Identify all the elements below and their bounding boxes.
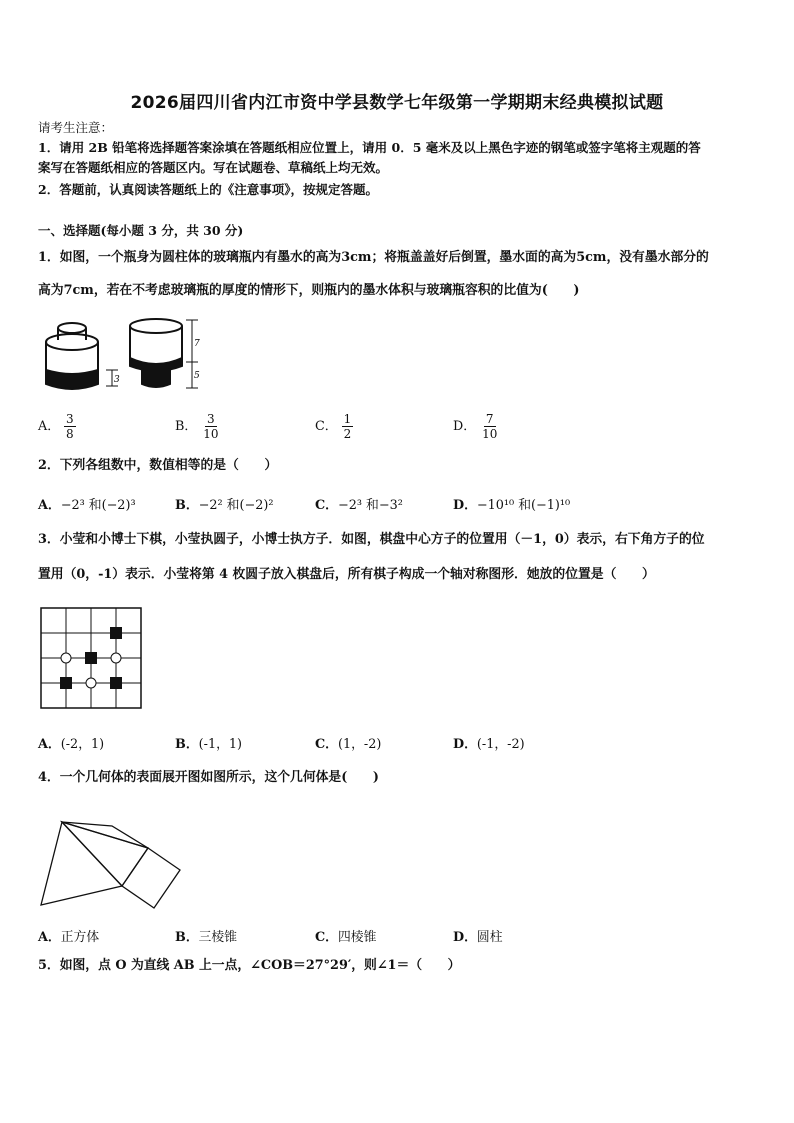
q1-option-c[interactable]	[315, 412, 353, 441]
q4-option-c[interactable]: C．四棱锥	[315, 930, 377, 945]
option-letter: A．	[38, 419, 61, 434]
option-letter: D．	[453, 419, 477, 434]
q1-option-b[interactable]	[175, 412, 220, 441]
q1-stem-line-1: 1．如图，一个瓶身为圆柱体的玻璃瓶内有墨水的高为3cm；将瓶盖盖好后倒置，墨水面的高为5cm，没有墨水部分的	[38, 250, 709, 265]
q4-option-d[interactable]: D．圆柱	[453, 930, 503, 945]
section-heading: 一、选择题(每小题 3 分，共 30 分)	[38, 223, 244, 238]
label-7: 7	[194, 339, 200, 349]
bottle-upright	[46, 323, 98, 389]
q2-option-b[interactable]: B．−2² 和(−2)²	[175, 498, 274, 513]
option-letter: C．	[315, 419, 338, 434]
option-letter: B．	[175, 419, 198, 434]
notice-heading: 请考生注意：	[38, 120, 114, 135]
fraction: $\frac{3}{8}$	[66, 412, 74, 441]
label-3: 3	[114, 375, 120, 385]
net-face-middle	[62, 822, 148, 886]
q3-stem-line-2: 置用（0，-1）表示．小莹将第 4 枚圆子放入棋盘后，所有棋子构成一个轴对称图形．她放的位置是（ ）	[38, 567, 655, 582]
q2-option-a[interactable]: A．−2³ 和(−2)³	[38, 498, 136, 513]
square-piece	[85, 652, 97, 664]
q3-option-c[interactable]: C．(1，-2)	[315, 737, 382, 752]
page-title: 2026届四川省内江市资中学县数学七年级第一学期期末经典模拟试题	[130, 93, 664, 113]
q3-chessboard-figure	[40, 607, 143, 709]
q4-option-b[interactable]: B．三棱锥	[175, 930, 238, 945]
round-piece	[86, 678, 96, 688]
notice-item-1-line-1: 1．请用 2B 铅笔将选择题答案涂填在答题纸相应位置上，请用 0．5 毫米及以上黑色字迹的钢笔或签字笔将主观题的答	[38, 140, 701, 155]
q1-stem-line-2: 高为7cm，若在不考虑玻璃瓶的厚度的情形下，则瓶内的墨水体积与玻璃瓶容积的比值为( )	[38, 283, 580, 298]
q1-option-a[interactable]	[38, 412, 76, 441]
q3-option-d[interactable]: D．(-1，-2)	[453, 737, 525, 752]
notice-item-2: 2．答题前，认真阅读答题纸上的《注意事项》，按规定答题。	[38, 182, 378, 197]
q1-bottle-figure	[40, 318, 205, 396]
square-piece	[60, 677, 72, 689]
square-piece	[110, 627, 122, 639]
fraction: $\frac{3}{10}$	[203, 412, 219, 441]
notice-item-1-line-2: 案写在答题纸相应的答题区内。写在试题卷、草稿纸上均无效。	[38, 160, 389, 175]
fraction: $\frac{1}{2}$	[343, 412, 352, 441]
q3-stem-line-1: 3．小莹和小博士下棋，小莹执圆子，小博士执方子．如图，棋盘中心方子的位置用（－1，0）表示，右下角方子的位	[38, 532, 705, 547]
q5-stem: 5．如图，点 O 为直线 AB 上一点，∠COB＝27°29′，则∠1＝（ ）	[38, 958, 461, 973]
q3-option-a[interactable]: A．(-2，1)	[38, 737, 105, 752]
q4-net-figure	[38, 816, 184, 910]
fraction: $\frac{7}{10}$	[482, 412, 498, 441]
q2-option-c[interactable]: C．−2³ 和−3²	[315, 498, 403, 513]
q1-option-d[interactable]	[453, 412, 499, 441]
q2-option-d[interactable]: D．−10¹⁰ 和(−1)¹⁰	[453, 498, 571, 513]
net-face-left	[41, 822, 122, 905]
q4-stem: 4．一个几何体的表面展开图如图所示，这个几何体是( )	[38, 770, 379, 785]
bottle-inverted	[130, 319, 182, 387]
square-piece	[110, 677, 122, 689]
q3-option-b[interactable]: B．(-1，1)	[175, 737, 243, 752]
round-piece	[111, 653, 121, 663]
net-face-square	[122, 848, 180, 908]
round-piece	[61, 653, 71, 663]
q4-option-a[interactable]: A．正方体	[38, 930, 100, 945]
q2-stem: 2．下列各组数中，数值相等的是（ ）	[38, 458, 278, 473]
label-5: 5	[194, 371, 200, 381]
